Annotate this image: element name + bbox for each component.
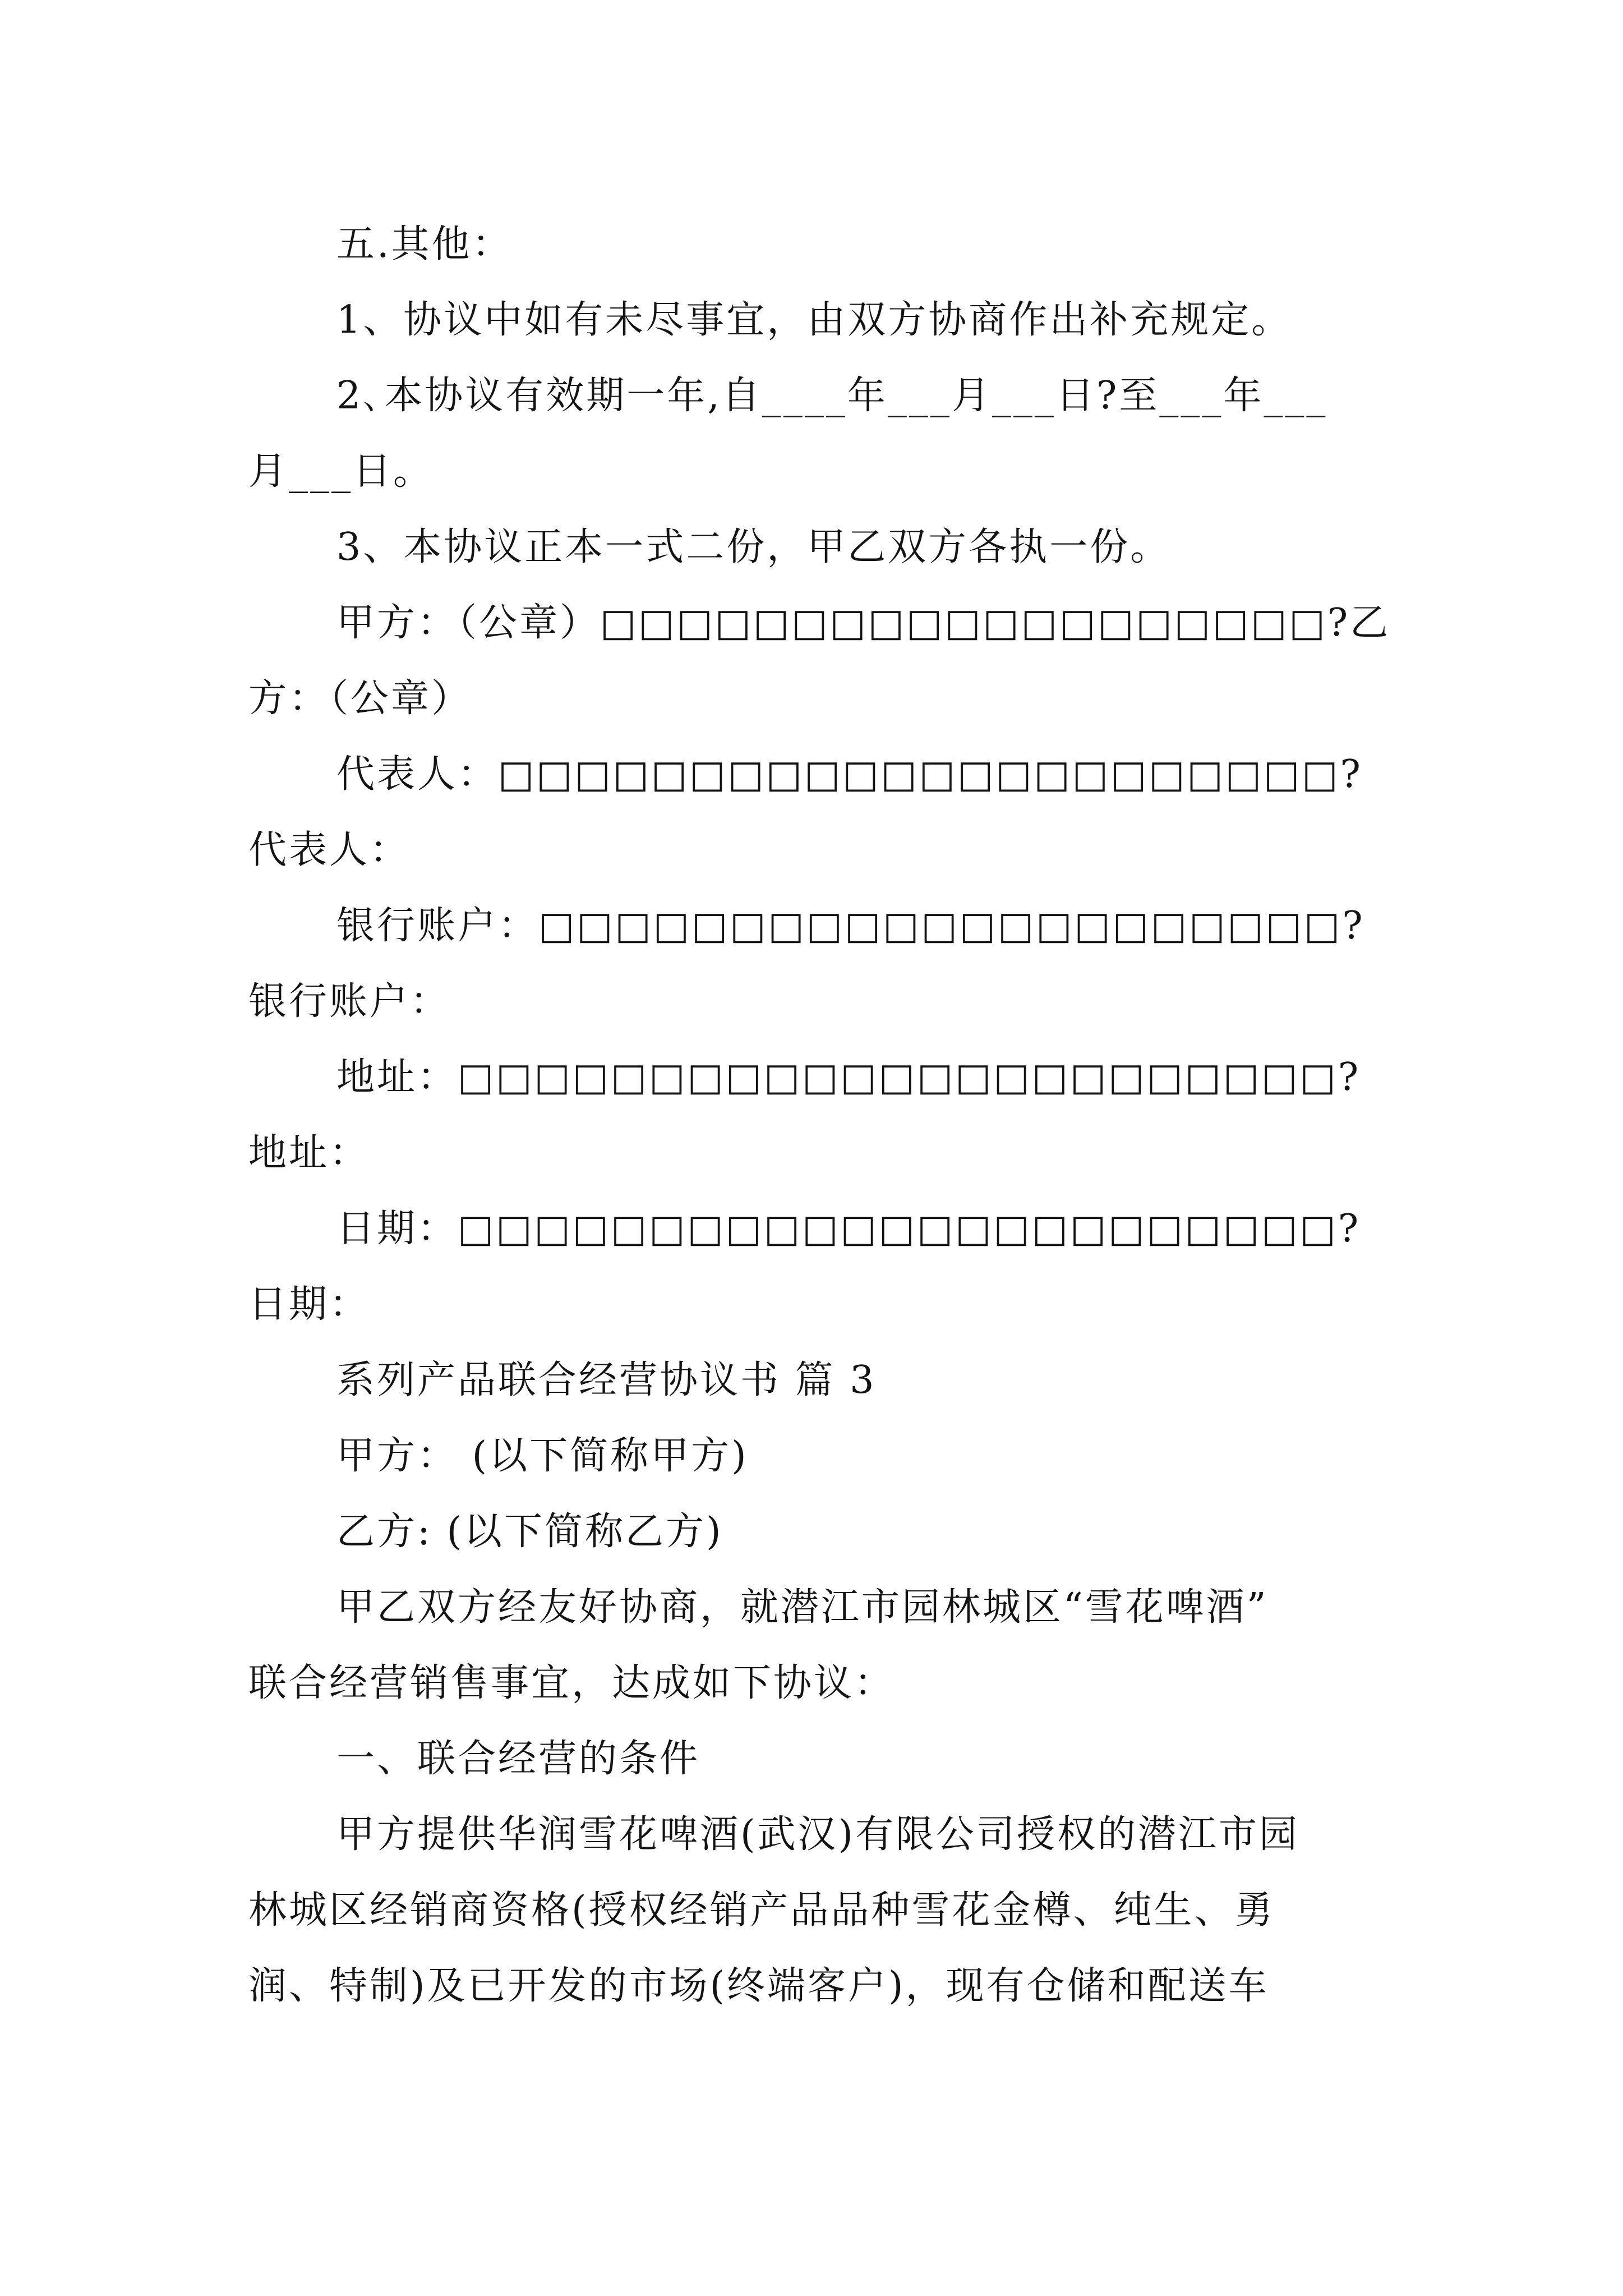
signature-party-seal-continued: 方：（公章） xyxy=(248,677,472,721)
signature-party-seal: 甲方：（公章）□□□□□□□□□□□□□□□□□□□?乙 xyxy=(336,601,1391,645)
section-heading-conditions: 一、联合经营的条件 xyxy=(336,1737,700,1781)
signature-date-b: 日期： xyxy=(248,1282,370,1327)
conditions-paragraph-line-3: 润、特制)及已开发的市场(终端客户)，现有仓储和配送车 xyxy=(248,1964,1269,2008)
preamble-continued: 联合经营销售事宜，达成如下协议： xyxy=(248,1661,895,1705)
signature-address-b: 地址： xyxy=(248,1131,370,1175)
party-a: 甲方： (以下简称甲方) xyxy=(336,1434,749,1478)
conditions-paragraph-line-2: 林城区经销商资格(授权经销产品品种雪花金樽、纯生、勇 xyxy=(248,1888,1275,1932)
clause-2: 2､本协议有效期一年,自____年___月___日?至___年___ xyxy=(336,374,1328,418)
party-b: 乙方: (以下简称乙方) xyxy=(336,1510,723,1554)
signature-address: 地址：□□□□□□□□□□□□□□□□□□□□□□□? xyxy=(336,1055,1361,1099)
section-heading-other: 五.其他： xyxy=(336,222,513,266)
signature-representative: 代表人：□□□□□□□□□□□□□□□□□□□□□□? xyxy=(336,752,1363,797)
clause-2-continued: 月___日。 xyxy=(248,449,434,494)
document-title: 系列产品联合经营协议书 篇 3 xyxy=(336,1358,877,1402)
clause-1: 1、协议中如有未尽事宜，由双方协商作出补充规定。 xyxy=(336,298,1292,342)
conditions-paragraph: 甲方提供华润雪花啤酒(武汉)有限公司授权的潜江市园 xyxy=(336,1812,1300,1857)
preamble: 甲乙双方经友好协商，就潜江市园林城区“雪花啤酒” xyxy=(336,1585,1269,1630)
signature-representative-b: 代表人： xyxy=(248,828,411,872)
clause-3: 3、本协议正本一式二份，甲乙双方各执一份。 xyxy=(336,525,1171,569)
signature-date: 日期：□□□□□□□□□□□□□□□□□□□□□□□? xyxy=(336,1207,1361,1251)
signature-bank-account-b: 银行账户： xyxy=(248,979,451,1024)
signature-bank-account: 银行账户：□□□□□□□□□□□□□□□□□□□□□? xyxy=(336,904,1365,948)
